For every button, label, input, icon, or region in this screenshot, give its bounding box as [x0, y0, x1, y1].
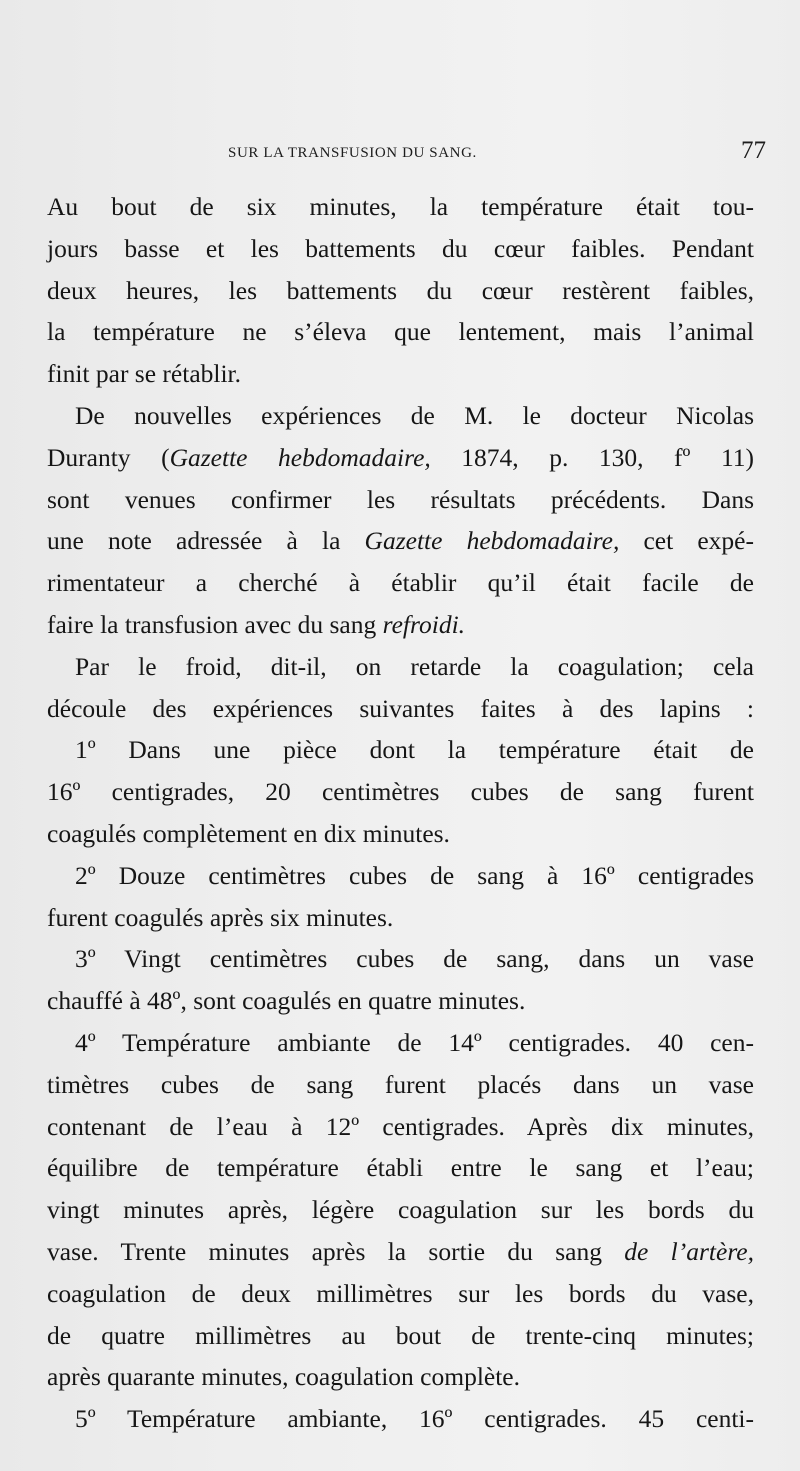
text-line [47, 1064, 754, 1106]
text-line [47, 980, 754, 1022]
italic-text: de l’artère, [624, 1236, 754, 1266]
text-line [47, 604, 754, 646]
text-segment: coagulés complètement en dix minutes. [47, 818, 450, 848]
text-line [47, 771, 754, 813]
text-line [47, 186, 754, 228]
text-segment: 1874, p. 130, fº 11) [430, 442, 754, 472]
text-segment: une note adressée à la [47, 526, 365, 556]
text-line [47, 311, 754, 353]
italic-text: Gazette hebdomadaire, [364, 526, 620, 556]
text-line [47, 479, 754, 521]
text-segment: la température ne s’éleva que lentement, mais l’animal [47, 317, 754, 347]
text-segment: Duranty ( [47, 442, 170, 472]
text-line [47, 395, 754, 437]
text-line [47, 1147, 754, 1189]
text-line [47, 562, 754, 604]
text-segment: Au bout de six minutes, la température était tou- [47, 192, 754, 221]
body-text [47, 186, 754, 1440]
text-segment: sont venues confirmer les résultats précédents. Dans [47, 484, 754, 514]
text-line [47, 1106, 754, 1148]
text-line [47, 1189, 754, 1231]
text-line [47, 1356, 754, 1398]
text-line [47, 437, 754, 479]
text-segment: 5º Température ambiante, 16º centigrades. 45 centi- [75, 1404, 754, 1434]
text-line [47, 1273, 754, 1315]
text-line [47, 1231, 754, 1273]
text-segment: cet expé- [619, 526, 754, 556]
text-line [47, 1315, 754, 1357]
text-line [47, 353, 754, 395]
text-line [47, 270, 754, 312]
text-segment: Par le froid, dit-il, on retarde la coagulation; cela [75, 651, 754, 681]
italic-text: refroidi. [382, 609, 466, 639]
text-segment: finit par se rétablir. [47, 359, 242, 389]
text-line [47, 729, 754, 771]
text-line [47, 688, 754, 730]
text-line [47, 1398, 754, 1440]
running-title: SUR LA TRANSFUSION DU SANG. [228, 145, 477, 161]
text-segment: furent coagulés après six minutes. [47, 902, 394, 932]
text-segment: vase. Trente minutes après la sortie du sang [47, 1236, 625, 1266]
text-line [47, 1022, 754, 1064]
text-segment: chauffé à 48º, sont coagulés en quatre minutes. [47, 986, 526, 1016]
text-segment: jours basse et les battements du cœur faibles. Pendant [47, 233, 754, 263]
running-head [0, 137, 800, 171]
text-segment: de quatre millimètres au bout de trente-cinq minutes; [47, 1320, 754, 1350]
text-segment: équilibre de température établi entre le sang et l’eau; [47, 1153, 754, 1183]
text-segment: timètres cubes de sang furent placés dans un vase [47, 1069, 754, 1099]
text-segment: coagulation de deux millimètres sur les bords du vase, [47, 1278, 754, 1308]
text-segment: rimentateur a cherché à établir qu’il était facile de [47, 568, 754, 598]
text-segment: 16º centigrades, 20 centimètres cubes de sang furent [47, 777, 754, 807]
text-line [47, 646, 754, 688]
text-segment: découle des expériences suivantes faites à des lapins : [47, 693, 754, 723]
text-line [47, 855, 754, 897]
text-line [47, 813, 754, 855]
text-segment: 2º Douze centimètres cubes de sang à 16º centigrades [75, 860, 754, 890]
text-line [47, 938, 754, 980]
text-segment: 1º Dans une pièce dont la température était de [75, 735, 754, 765]
text-segment: De nouvelles expériences de M. le docteur Nicolas [75, 400, 754, 430]
text-segment: deux heures, les battements du cœur restèrent faibles, [47, 275, 754, 305]
text-segment: contenant de l’eau à 12º centigrades. Après dix minutes, [47, 1111, 754, 1141]
text-line [47, 520, 754, 562]
text-line [47, 897, 754, 939]
text-segment: 4º Température ambiante de 14º centigrades. 40 cen- [75, 1027, 754, 1057]
text-segment: après quarante minutes, coagulation complète. [47, 1362, 520, 1392]
italic-text: Gazette hebdomadaire, [169, 442, 431, 472]
text-line [47, 228, 754, 270]
text-segment: 3º Vingt centimètres cubes de sang, dans un vase [75, 944, 754, 974]
text-segment: vingt minutes après, légère coagulation sur les bords du [47, 1195, 754, 1225]
text-segment: faire la transfusion avec du sang [47, 609, 383, 639]
page-number: 77 [741, 137, 766, 164]
